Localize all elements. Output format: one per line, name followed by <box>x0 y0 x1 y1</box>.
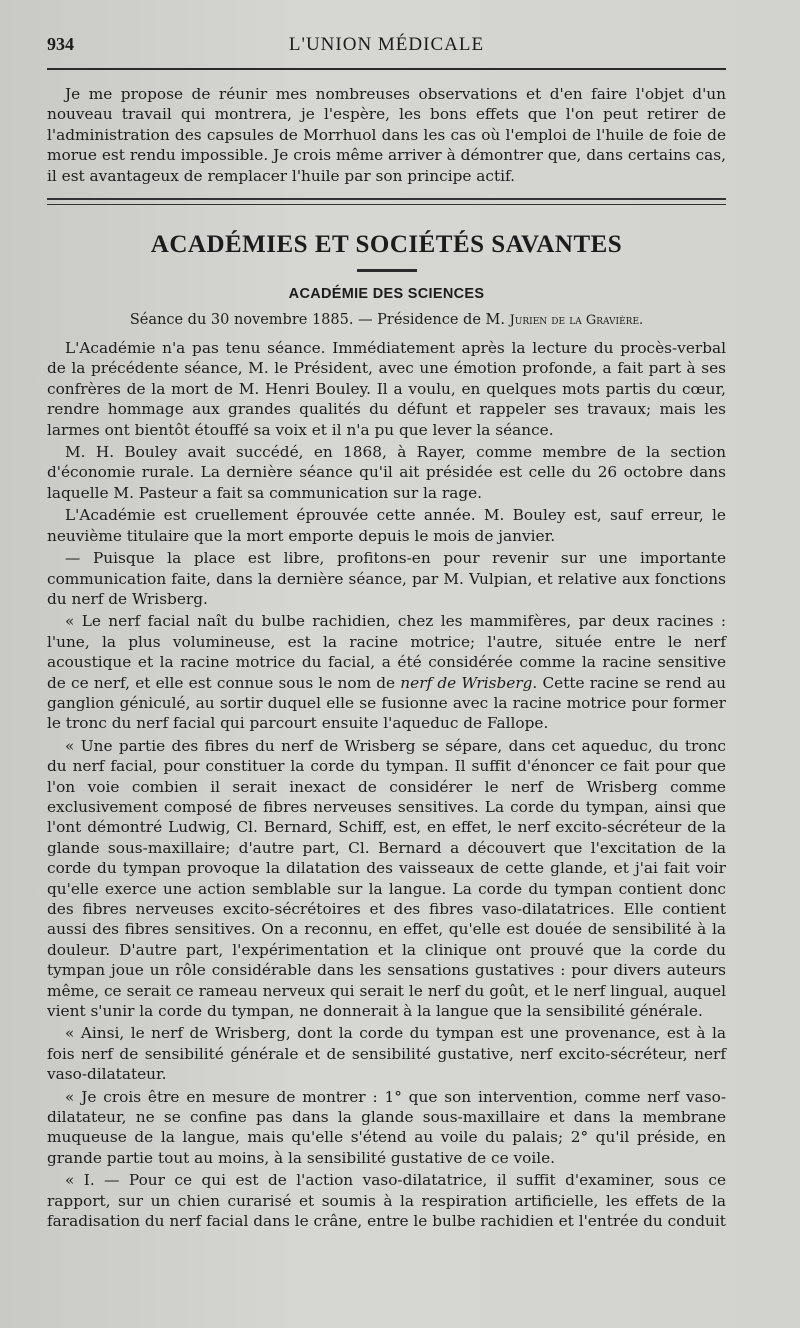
session-president: Jurien de la Gravière. <box>509 313 644 329</box>
title-underline <box>357 269 417 272</box>
paragraph-text: . Cette racine se rend au ganglion géniculé, au sortir duquel elle se fusionne avec la racine motrice pour former le tronc du nerf facial qui parcourt ensuite l'aqueduc de Fallope. <box>47 673 726 733</box>
intro-paragraph: Je me propose de réunir mes nombreuses observations et d'en faire l'objet d'un nouveau travail qui montrera, je l'espère, les bons effets que l'on peut retirer de l'administration des capsules de Morrhuol dans les cas où l'emploi de l'huile de foie de morue est rendu impossible. Je crois même arriver à démontrer que, dans certains cas, il est avantageux de remplacer l'huile par son principe actif. <box>47 85 726 185</box>
page-number: 934 <box>47 34 74 54</box>
paragraph: L'Académie est cruellement éprouvée cette année. M. Bouley est, sauf erreur, le neuvième titulaire que la mort emporte depuis le mois de janvier. <box>47 506 726 545</box>
paragraph: « Ainsi, le nerf de Wrisberg, dont la corde du tympan est une provenance, est à la fois nerf de sensibilité générale et de sensibilité gustative, nerf excito-sécréteur, nerf vaso-dilatateur. <box>47 1024 726 1084</box>
paragraph: M. H. Bouley avait succédé, en 1868, à Rayer, comme membre de la section d'économie rurale. La dernière séance qu'il ait présidée est celle du 26 octobre dans laquelle M. Pasteur a fait sa communication sur la rage. <box>47 443 726 502</box>
academy-heading: ACADÉMIE DES SCIENCES <box>288 286 485 303</box>
paragraph: — Puisque la place est libre, profitons-en pour revenir sur une importante communication faite, dans la dernière séance, par M. Vulpian, et relative aux fonctions du nerf de Wrisberg. <box>47 549 726 608</box>
paragraph-emphasis: nerf de Wrisberg <box>400 673 533 692</box>
article-body <box>47 338 726 1231</box>
paragraph: L'Académie n'a pas tenu séance. Immédiatement après la lecture du procès-verbal de la précédente séance, M. le Président, avec une émotion profonde, a fait part à ses confrères de la mort de M. Henri Bouley. Il a voulu, en quelques mots partis du cœur, rendre hommage aux grandes qualités du défunt et rappeler ses travaux; mais les larmes ont bientôt étouffé sa voix et il n'a pu que lever la séance. <box>47 339 726 439</box>
paragraph-text: « Le nerf facial naît du bulbe rachidien, chez les mammifères, par deux racines : l'une, la plus volumineuse, est la racine motrice; l'autre, située entre le nerf acoustique et la racine motrice du facial, a été considérée comme la racine sensitive de ce nerf, et elle est connue sous le nom de <box>47 612 726 692</box>
running-title: L'UNION MÉDICALE <box>288 34 485 55</box>
paragraph: « I. — Pour ce qui est de l'action vaso-dilatatrice, il suffit d'examiner, sous ce rapport, sur un chien curarisé et soumis à la respiration artificielle, les effets de la faradisation du nerf facial dans le crâne, entre le bulbe rachidien et l'entrée du conduit <box>47 1171 726 1231</box>
section-title: ACADÉMIES ET SOCIÉTÉS SAVANTES <box>150 231 623 259</box>
session-text: Séance du 30 novembre 1885. — Présidence de M. <box>129 312 505 329</box>
paragraph: « Une partie des fibres du nerf de Wrisberg se sépare, dans cet aqueduc, du tronc du nerf facial, pour constituer la corde du tympan. Il suffit d'énoncer ce fait pour que l'on voie combien il serait inexact de considérer le nerf de Wrisberg comme exclusivement composé de fibres nerveuses sensitives. La corde du tympan, ainsi que l'ont démontré Ludwig, Cl. Bernard, Schiff, est, en effet, le nerf excito-sécréteur de la glande sous-maxillaire; d'autre part, Cl. Bernard a découvert que l'excitation de la corde du tympan provoque la dilatation des vaisseaux de cette glande, et j'ai fait voir qu'elle exerce une action semblable sur la langue. La corde du tympan contient donc des fibres nerveuses excito-sécrétoires et des fibres vaso-dilatatrices. Elle contient aussi des fibres sensitives. On a reconnu, en effet, qu'elle est douée de sensibilité à la douleur. D'autre part, l'expérimentation et la clinique ont prouvé que la corde du tympan joue un rôle considérable dans les sensations gustatives : pour divers auteurs même, ce serait ce rameau nerveux qui serait le nerf du goût, et le nerf lingual, auquel vient s'unir la corde du tympan, ne donnerait à la langue que la sensibilité générale. <box>47 736 726 1021</box>
section-divider <box>47 198 726 205</box>
paragraph <box>47 611 726 733</box>
page-header <box>47 34 726 70</box>
session-line <box>47 312 726 328</box>
paragraph: « Je crois être en mesure de montrer : 1° que son intervention, comme nerf vaso-dilatateur, ne se confine pas dans la glande sous-maxillaire et dans la membrane muqueuse de la langue, mais qu'elle s'étend au voile du palais; 2° qu'il préside, en grande partie tout au moins, à la sensibilité gustative de ce voile. <box>47 1087 726 1167</box>
